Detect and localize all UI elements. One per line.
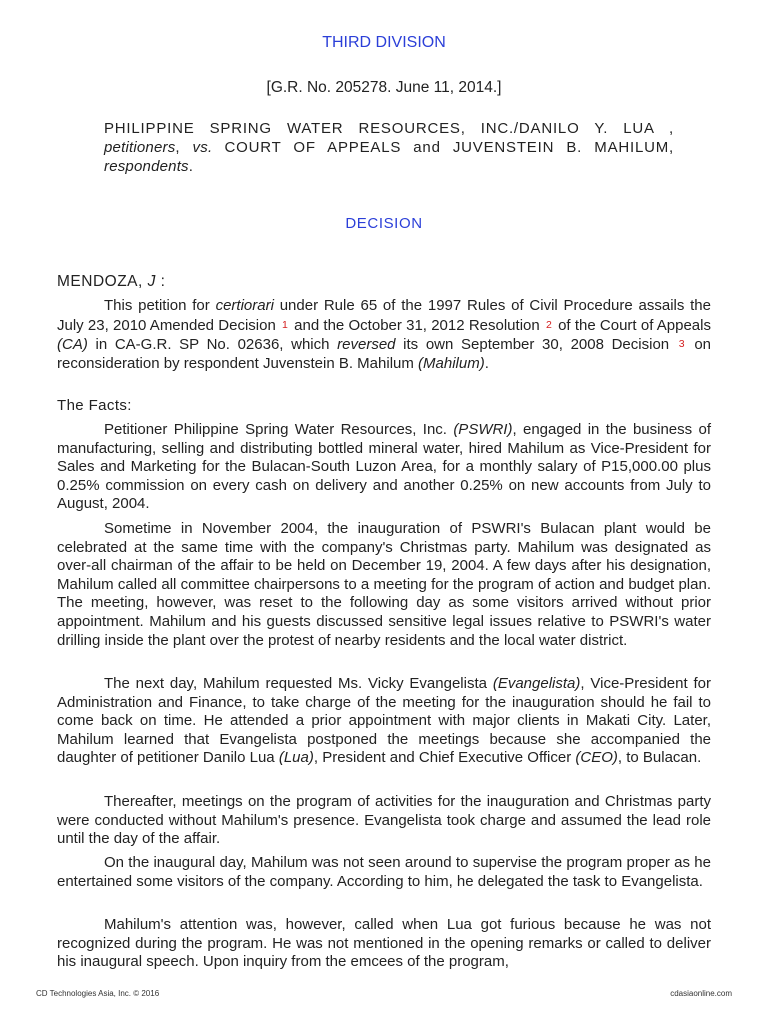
footnote-link-3[interactable]: 3 xyxy=(678,338,685,351)
footer-copyright: CD Technologies Asia, Inc. © 2016 xyxy=(36,989,160,998)
ponente: MENDOZA, J : xyxy=(57,273,166,290)
paragraph-facts-6: Mahilum's attention was, however, called when Lua got furious because he was not recognized during the program. He was not mentioned in the opening remarks or called to deliver his inaugural speech. Upon inquiry from the emcees of the program, xyxy=(57,916,711,971)
respondents-names: COURT OF APPEALS and JUVENSTEIN B. MAHILUM xyxy=(224,139,670,156)
division-heading: THIRD DIVISION xyxy=(322,34,446,51)
petitioners-label: petitioners xyxy=(104,139,176,156)
paragraph-petition: This petition for certiorari under Rule 65 of the 1997 Rules of Civil Procedure assails the July 23, 2010 Amended Decision 1 and the October 31, 2012 Resolution 2 of the Court of Appeals (CA) in CA-G.R. SP No. 02636, which reversed its own September 30, 2008 Decision 3 on reconsideration by respondent Juvenstein B. Mahilum (Mahilum). xyxy=(57,297,711,372)
footnote-link-2[interactable]: 2 xyxy=(545,318,552,331)
petitioners-names: PHILIPPINE SPRING WATER RESOURCES, INC./DANILO Y. LUA xyxy=(104,120,654,137)
ponente-name: MENDOZA, xyxy=(57,273,143,290)
footer-site: cdasiaonline.com xyxy=(670,989,732,998)
paragraph-facts-2: Sometime in November 2004, the inauguration of PSWRI's Bulacan plant would be celebrated at the same time with the company's Christmas party. Mahilum was designated as over-all chairman of the affair to be held on December 19, 2004. A few days after his designation, Mahilum called all committee chairpersons to a meeting for the program of action and budget plan. The meeting, however, was reset to the following day as some visitors arrived without prior appointment. Mahilum and his guests discussed sensitive legal issues relative to PSWRI's water drilling inside the plant over the protest of nearby residents and the local water district. xyxy=(57,520,711,649)
respondents-label: respondents xyxy=(104,158,189,175)
footnote-link-1[interactable]: 1 xyxy=(282,318,288,331)
decision-title: DECISION xyxy=(345,215,423,232)
versus-label: vs. xyxy=(192,139,213,156)
case-number: [G.R. No. 205278. June 11, 2014.] xyxy=(266,79,502,96)
paragraph-facts-4: Thereafter, meetings on the program of activities for the inauguration and Christmas party were conducted without Mahilum's presence. Evangelista took charge and assumed the lead role until the day of the affair. xyxy=(57,793,711,848)
case-parties: PHILIPPINE SPRING WATER RESOURCES, INC./DANILO Y. LUA , petitioners, vs. COURT OF APPEALS and JUVENSTEIN B. MAHILUM, respondents. xyxy=(104,120,675,175)
ponente-title: J xyxy=(147,273,156,290)
paragraph-facts-5: On the inaugural day, Mahilum was not seen around to supervise the program proper as he entertained some visitors of the company. According to him, he delegated the task to Evangelista. xyxy=(57,854,711,890)
paragraph-facts-1: Petitioner Philippine Spring Water Resources, Inc. (PSWRI), engaged in the business of manufacturing, selling and distributing bottled mineral water, hired Mahilum as Vice-President for Sales and Marketing for the Bulacan-South Luzon Area, for a monthly salary of P15,000.00 plus 0.25% commission on every cash on delivery and another 0.25% on new accounts from July to August, 2004. xyxy=(57,421,711,513)
facts-heading: The Facts: xyxy=(57,397,132,414)
paragraph-facts-3: The next day, Mahilum requested Ms. Vicky Evangelista (Evangelista), Vice-President for Administration and Finance, to take charge of the meeting for the inauguration should he fail to come back on time. He attended a prior appointment with major clients in Makati City. Later, Mahilum learned that Evangelista postponed the meetings because she accompanied the daughter of petitioner Danilo Lua (Lua), President and Chief Executive Officer (CEO), to Bulacan. xyxy=(57,675,711,767)
